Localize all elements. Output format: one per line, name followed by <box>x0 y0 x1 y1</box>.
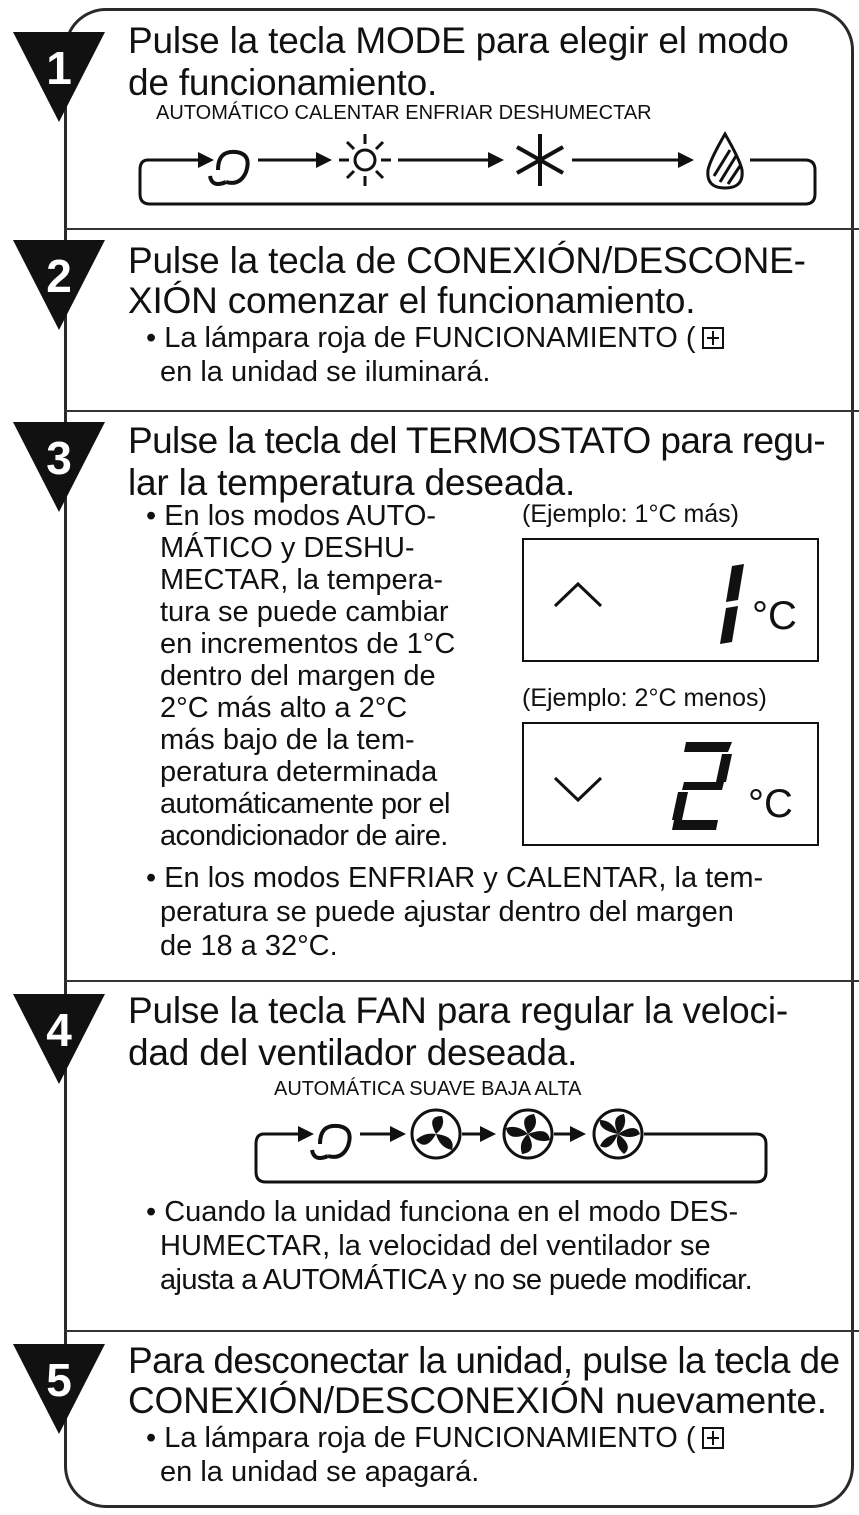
step-3-heading-line-1: Pulse la tecla del TERMOSTATO para regu- <box>128 420 826 461</box>
step-3-bullet-1-line: MECTAR, la tempera- <box>160 564 444 596</box>
svg-text:2: 2 <box>670 727 679 744</box>
step-3-bullet-1-line: peratura determinada <box>160 756 438 788</box>
chevron-down-icon <box>552 774 604 804</box>
step-1-heading-line-2: de funcionamiento. <box>128 62 438 103</box>
step-divider <box>64 1330 859 1332</box>
step-4-badge <box>13 994 105 1084</box>
step-number: 3 <box>46 432 72 484</box>
step-number: 1 <box>46 42 72 94</box>
step-3-heading-line-2: lar la temperatura deseada. <box>128 462 576 503</box>
step-5-bullet-line-2: en la unidad se apagará. <box>160 1456 480 1488</box>
step-4-heading-line-2: dad del ventilador deseada. <box>128 1032 578 1073</box>
step-3-bullet-1-line: automáticamente por el <box>160 788 450 820</box>
step-2-heading-line-2: XIÓN comenzar el funcionamiento. <box>128 280 696 321</box>
step-3-bullet-1-line: tura se puede cambiar <box>160 596 449 628</box>
fan-low-icon <box>504 1110 552 1158</box>
step-divider <box>64 228 859 230</box>
droplet-dry-icon <box>708 134 742 188</box>
step-3-bullet-2-line: peratura se puede ajustar dentro del margen <box>160 896 734 928</box>
step-2-heading-line-1: Pulse la tecla de CONEXIÓN/DESCONE- <box>128 240 806 281</box>
step-4-bullet-line: HUMECTAR, la velocidad del ventilador se <box>160 1230 711 1262</box>
lcd-display-down <box>522 722 819 846</box>
step-number: 2 <box>46 250 72 302</box>
example-down-caption: (Ejemplo: 2°C menos) <box>522 684 767 712</box>
svg-text:1: 1 <box>710 549 719 566</box>
step-3-bullet-1-line: acondicionador de aire. <box>160 820 448 852</box>
lcd-unit: °C <box>752 594 797 638</box>
fan-labels: AUTOMÁTICA SUAVE BAJA ALTA <box>274 1078 582 1100</box>
sun-heat-icon <box>339 134 391 186</box>
lcd-digit <box>710 549 750 646</box>
step-number: 4 <box>46 1004 72 1056</box>
step-2-bullet-line-1: • La lámpara roja de FUNCIONAMIENTO ( <box>146 322 724 355</box>
step-3-bullet-1-line: MÁTICO y DESHU- <box>160 532 415 564</box>
step-divider <box>64 980 859 982</box>
step-4-bullet-line: • Cuando la unidad funciona en el modo DES- <box>146 1196 739 1228</box>
step-3-bullet-1-line: 2°C más alto a 2°C <box>160 692 408 724</box>
operation-lamp-icon <box>702 1427 724 1449</box>
step-5-badge <box>13 1344 105 1434</box>
step-5-heading-line-1: Para desconectar la unidad, pulse la tecla de <box>128 1340 840 1381</box>
step-1-badge <box>13 32 105 122</box>
step-number: 5 <box>46 1354 72 1406</box>
fan-soft-icon <box>412 1110 460 1158</box>
chevron-up-icon <box>552 580 604 610</box>
step-1-heading-line-1: Pulse la tecla MODE para elegir el modo <box>128 20 789 61</box>
example-up-caption: (Ejemplo: 1°C más) <box>522 500 739 528</box>
mode-cycle-diagram <box>140 130 820 210</box>
step-3-badge <box>13 422 105 512</box>
operation-lamp-icon <box>702 327 724 349</box>
fan-high-icon <box>594 1110 642 1158</box>
mode-labels: AUTOMÁTICO CALENTAR ENFRIAR DESHUMECTAR <box>156 102 652 124</box>
step-5-heading-line-2: CONEXIÓN/DESCONEXIÓN nuevamente. <box>128 1380 827 1421</box>
step-4-bullet-line: ajusta a AUTOMÁTICA y no se puede modificar. <box>160 1264 753 1296</box>
step-3-bullet-1-line: en incrementos de 1°C <box>160 628 456 660</box>
lcd-digit <box>670 727 736 832</box>
step-3-bullet-2-line: • En los modos ENFRIAR y CALENTAR, la tem- <box>146 862 764 894</box>
snowflake-cool-icon <box>517 134 563 186</box>
fan-speed-cycle-diagram <box>256 1106 776 1186</box>
step-5-bullet-line-1: • La lámpara roja de FUNCIONAMIENTO ( <box>146 1422 724 1455</box>
step-3-bullet-1-line: • En los modos AUTO- <box>146 500 437 532</box>
step-3-bullet-1-line: dentro del margen de <box>160 660 436 692</box>
step-2-badge <box>13 240 105 330</box>
step-4-heading-line-1: Pulse la tecla FAN para regular la veloci- <box>128 990 788 1031</box>
step-3-bullet-2-line: de 18 a 32°C. <box>160 930 338 962</box>
auto-mode-icon <box>210 152 248 184</box>
step-divider <box>64 410 859 412</box>
step-3-bullet-1-line: más bajo de la tem- <box>160 724 415 756</box>
step-2-bullet-line-2: en la unidad se iluminará. <box>160 356 491 388</box>
lcd-display-up <box>522 538 819 662</box>
auto-fan-icon <box>312 1126 350 1158</box>
lcd-unit: °C <box>748 782 793 826</box>
